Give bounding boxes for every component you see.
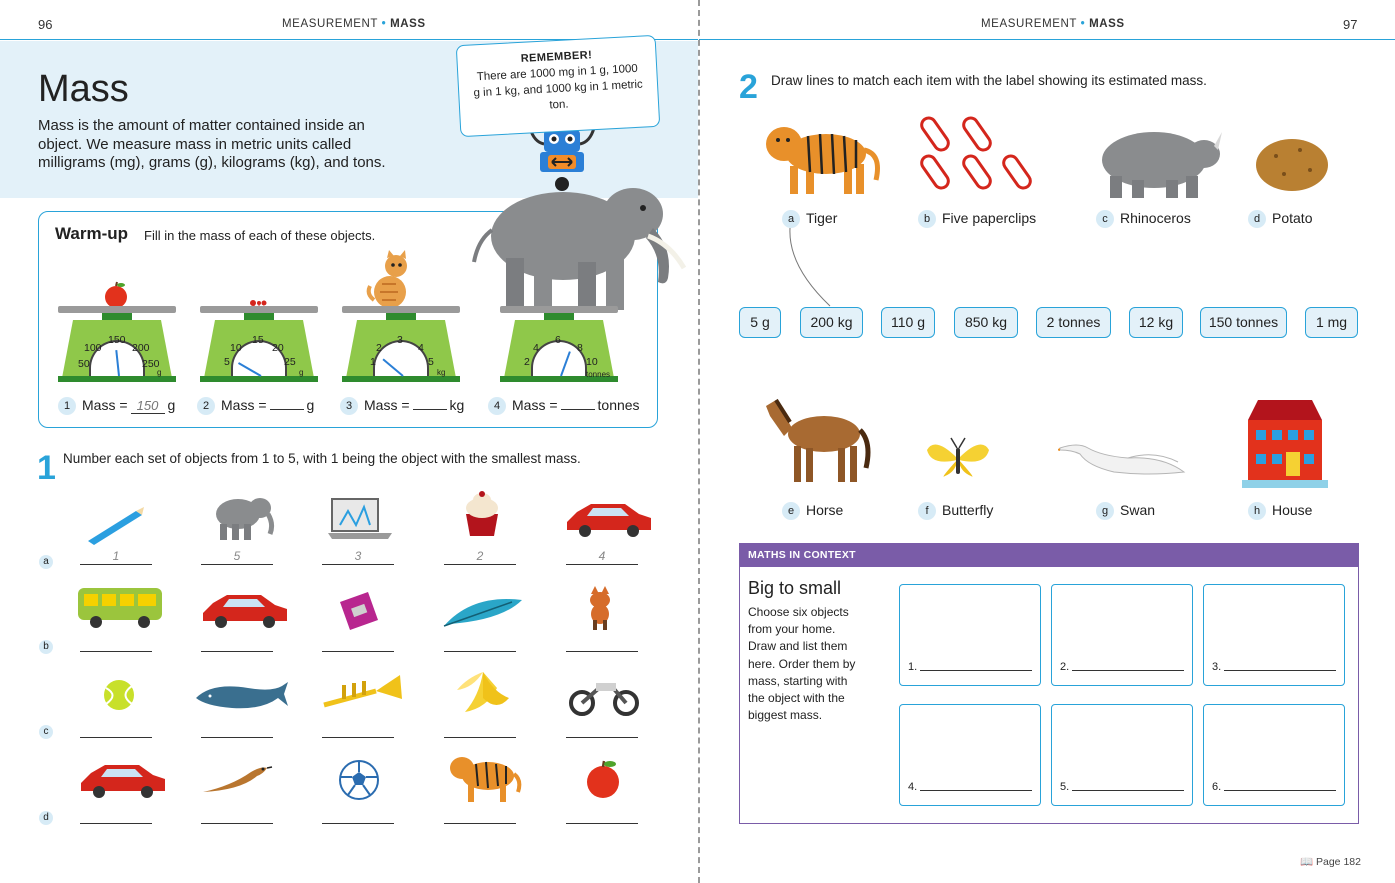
horse-icon xyxy=(762,392,872,484)
header-dot: • xyxy=(381,18,387,30)
bus-icon xyxy=(76,586,164,630)
scale-plate xyxy=(500,306,618,313)
answer-line[interactable]: 4 xyxy=(566,549,638,565)
item-name: Five paperclips xyxy=(942,210,1037,226)
tiger-small-icon xyxy=(446,750,522,804)
dial-number: 15 xyxy=(252,334,264,346)
dial-needle xyxy=(560,351,571,376)
scale-neck xyxy=(244,313,274,321)
box-number: 1. xyxy=(908,661,918,673)
question-number: 2 xyxy=(197,397,215,415)
mass-label[interactable]: 110 g xyxy=(881,307,935,338)
header-section: MEASUREMENT xyxy=(981,18,1077,30)
paperclips-icon xyxy=(918,110,1038,196)
answer-label: Mass = xyxy=(221,397,267,413)
scale-2 xyxy=(200,306,318,386)
write-line[interactable] xyxy=(1072,790,1184,791)
question-number: 1 xyxy=(58,397,76,415)
red-car-icon xyxy=(77,761,169,799)
mass-label[interactable]: 200 kg xyxy=(800,307,863,338)
page-reference xyxy=(1300,855,1361,868)
dial-number: 100 xyxy=(84,342,102,354)
running-head-left xyxy=(0,0,698,40)
dial-number: 5 xyxy=(428,356,434,368)
trumpet-icon xyxy=(320,671,404,717)
tiger-icon xyxy=(760,114,884,196)
warmup-answer-4 xyxy=(488,397,640,415)
answer-unit: kg xyxy=(449,397,465,413)
item-label-f xyxy=(918,502,993,520)
box-number: 6. xyxy=(1212,781,1222,793)
answer-line[interactable] xyxy=(322,808,394,824)
mass-label[interactable]: 150 tonnes xyxy=(1200,307,1287,338)
mass-label[interactable]: 5 g xyxy=(739,307,781,338)
dial-number: 10 xyxy=(230,342,242,354)
answer-line[interactable] xyxy=(80,722,152,738)
row-letter-d: d xyxy=(39,811,53,825)
fox-icon xyxy=(585,586,615,630)
item-letter: h xyxy=(1248,502,1266,520)
answer-line[interactable] xyxy=(80,808,152,824)
remember-title: REMEMBER! xyxy=(520,49,593,65)
dial-unit: kg xyxy=(437,368,446,377)
item-label-g xyxy=(1096,502,1155,520)
elephant-icon xyxy=(458,178,688,318)
answer-line[interactable] xyxy=(322,722,394,738)
scale-3 xyxy=(342,306,460,386)
dial-unit: g xyxy=(299,368,304,377)
page-number-left: 96 xyxy=(38,17,53,32)
item-name: House xyxy=(1272,502,1313,518)
warmup-answer-2 xyxy=(197,397,314,415)
soccer-ball-icon xyxy=(338,759,380,801)
write-line[interactable] xyxy=(1224,670,1336,671)
house-icon xyxy=(1242,398,1328,490)
write-line[interactable] xyxy=(1072,670,1184,671)
answer-line[interactable] xyxy=(444,722,516,738)
intro-text: Mass is the amount of matter contained inside an object. We measure mass in metric units called milligrams (mg), grams (g), kilograms (kg), and tons. xyxy=(38,117,386,171)
answer-unit: g xyxy=(306,397,315,413)
dial-number: 20 xyxy=(272,342,284,354)
answer-label: Mass = xyxy=(364,397,410,413)
warmup-answer-1 xyxy=(58,397,175,415)
header-dot: • xyxy=(1080,18,1086,30)
answer-line[interactable] xyxy=(444,808,516,824)
dial-number: 3 xyxy=(397,334,403,346)
item-name: Butterfly xyxy=(942,502,994,518)
item-letter: b xyxy=(918,210,936,228)
mass-label[interactable]: 2 tonnes xyxy=(1036,307,1111,338)
answer-line[interactable] xyxy=(201,636,273,652)
answer-line[interactable] xyxy=(322,636,394,652)
scale-plate xyxy=(342,306,460,313)
answer-blank[interactable] xyxy=(413,409,447,410)
question-number: 4 xyxy=(488,397,506,415)
question-1-number: 1 xyxy=(37,449,56,487)
write-line[interactable] xyxy=(920,670,1032,671)
dial-number: 2 xyxy=(524,356,530,368)
answer-label: Mass = xyxy=(512,397,558,413)
item-label-b xyxy=(918,210,1036,228)
pencil-icon xyxy=(84,505,146,545)
book-icon: 📖 xyxy=(1300,856,1314,868)
item-name: Tiger xyxy=(806,210,838,226)
answer-line[interactable]: 1 xyxy=(80,549,152,565)
dial-number: 150 xyxy=(108,334,126,346)
dial-number: 8 xyxy=(577,342,583,354)
answer-blank[interactable] xyxy=(270,409,304,410)
question-2-text: Draw lines to match each item with the label showing its estimated mass. xyxy=(771,73,1207,88)
drawing-box-3[interactable] xyxy=(1203,584,1345,686)
apple-icon xyxy=(584,758,622,800)
cupcake-icon xyxy=(460,490,504,538)
answer-label: Mass = xyxy=(82,397,128,413)
item-name: Potato xyxy=(1272,210,1313,226)
red-car-icon xyxy=(199,591,291,629)
dial-number: 6 xyxy=(555,334,561,346)
page-reference-text: Page 182 xyxy=(1316,856,1361,868)
answer-line[interactable] xyxy=(444,636,516,652)
motorcycle-icon xyxy=(568,673,640,717)
answer-line[interactable] xyxy=(201,722,273,738)
write-line[interactable] xyxy=(1224,790,1336,791)
rhinoceros-icon xyxy=(1096,124,1224,198)
mass-label[interactable]: 12 kg xyxy=(1129,307,1183,338)
question-2-number: 2 xyxy=(739,68,758,106)
drawing-box-5[interactable] xyxy=(1051,704,1193,806)
item-letter: a xyxy=(782,210,800,228)
item-name: Horse xyxy=(806,502,844,518)
warmup-title: Warm-up xyxy=(55,224,129,243)
dial-needle xyxy=(115,350,120,376)
item-label-c xyxy=(1096,210,1191,228)
header-topic: MASS xyxy=(390,18,426,30)
butterfly-icon xyxy=(925,436,991,480)
elephant-small-icon xyxy=(208,494,276,542)
answer-line[interactable]: 3 xyxy=(322,549,394,565)
write-line[interactable] xyxy=(920,790,1032,791)
dial-number: 4 xyxy=(418,342,424,354)
banana-icon xyxy=(453,668,513,718)
dial-unit: g xyxy=(157,368,162,377)
dial-unit: tonnes xyxy=(586,370,611,379)
scale-plate xyxy=(200,306,318,313)
answer-line[interactable]: 2 xyxy=(444,549,516,565)
item-letter: c xyxy=(1096,210,1114,228)
scale-neck xyxy=(544,313,574,321)
box-number: 4. xyxy=(908,781,918,793)
item-label-e xyxy=(782,502,843,520)
potato-icon xyxy=(1254,136,1330,194)
bird-icon xyxy=(201,758,273,796)
dial-number: 2 xyxy=(376,342,382,354)
answer-unit: g xyxy=(167,397,176,413)
whale-icon xyxy=(192,680,290,712)
item-letter: f xyxy=(918,502,936,520)
feather-icon xyxy=(442,594,524,628)
scale-neck xyxy=(102,313,132,321)
box-number: 5. xyxy=(1060,781,1070,793)
scale-1 xyxy=(58,306,176,386)
scale-4 xyxy=(500,306,618,386)
answer-line[interactable] xyxy=(566,808,638,824)
dial-number: 50 xyxy=(78,358,90,370)
item-name: Rhinoceros xyxy=(1120,210,1191,226)
warmup-answer-3 xyxy=(340,397,464,415)
dial-number: 4 xyxy=(533,342,539,354)
maths-in-context-box xyxy=(739,543,1359,824)
header-title-left xyxy=(282,18,426,30)
apple-icon xyxy=(102,281,130,309)
swan-icon xyxy=(1058,442,1188,478)
page-title: Mass xyxy=(38,68,129,110)
answer-line[interactable]: 5 xyxy=(201,549,273,565)
maths-in-context-text: Choose six objects from your home. Draw and list them here. Order them by mass, starting with the object with the biggest mass. xyxy=(748,605,856,723)
remember-box xyxy=(456,35,661,137)
remember-text: There are 1000 mg in 1 g, 1000 g in 1 kg, and 1000 kg in 1 metric ton. xyxy=(473,62,644,112)
box-number: 3. xyxy=(1212,661,1222,673)
question-1-text: Number each set of objects from 1 to 5, with 1 being the object with the smallest mass. xyxy=(63,451,581,466)
answer-blank[interactable] xyxy=(561,409,595,410)
item-name: Swan xyxy=(1120,502,1156,518)
dial-number: 200 xyxy=(132,342,150,354)
answer-blank[interactable]: 150 xyxy=(131,398,165,414)
header-section: MEASUREMENT xyxy=(282,18,378,30)
red-car-icon xyxy=(563,500,655,538)
dial-number: 10 xyxy=(586,356,598,368)
answer-unit: tonnes xyxy=(597,397,640,413)
sharpener-icon xyxy=(334,590,382,632)
dial-number: 5 xyxy=(224,356,230,368)
answer-line[interactable] xyxy=(566,722,638,738)
dial-number: 1 xyxy=(370,356,376,368)
dial-needle xyxy=(382,359,403,377)
drawing-box-1[interactable] xyxy=(899,584,1041,686)
mass-label[interactable]: 850 kg xyxy=(954,307,1018,338)
item-letter: g xyxy=(1096,502,1114,520)
cat-icon xyxy=(366,250,418,310)
box-number: 2. xyxy=(1060,661,1070,673)
drawing-box-6[interactable] xyxy=(1203,704,1345,806)
maths-in-context-bar: MATHS IN CONTEXT xyxy=(740,544,1358,567)
answer-line[interactable] xyxy=(566,636,638,652)
dial-number: 25 xyxy=(284,356,296,368)
row-letter-b: b xyxy=(39,640,53,654)
tennis-ball-icon xyxy=(102,678,136,712)
laptop-icon xyxy=(326,497,396,541)
item-label-h xyxy=(1248,502,1312,520)
header-topic: MASS xyxy=(1089,18,1125,30)
warmup-instruction: Fill in the mass of each of these objects. xyxy=(144,228,376,243)
dial-needle xyxy=(238,362,262,377)
item-letter: e xyxy=(782,502,800,520)
item-letter: d xyxy=(1248,210,1266,228)
answer-line[interactable] xyxy=(201,808,273,824)
drawing-box-4[interactable] xyxy=(899,704,1041,806)
answer-line[interactable] xyxy=(80,636,152,652)
question-number: 3 xyxy=(340,397,358,415)
page-number-right: 97 xyxy=(1343,17,1358,32)
drawing-box-2[interactable] xyxy=(1051,584,1193,686)
header-title-right xyxy=(981,18,1125,30)
scale-plate xyxy=(58,306,176,313)
row-letter-c: c xyxy=(39,725,53,739)
row-letter-a: a xyxy=(39,555,53,569)
mass-label[interactable]: 1 mg xyxy=(1305,307,1358,338)
scale-neck xyxy=(386,313,416,321)
dial-number: 250 xyxy=(142,358,160,370)
match-line xyxy=(786,226,836,308)
maths-in-context-title: Big to small xyxy=(748,578,842,598)
item-label-d xyxy=(1248,210,1312,228)
running-head-right xyxy=(699,0,1395,40)
